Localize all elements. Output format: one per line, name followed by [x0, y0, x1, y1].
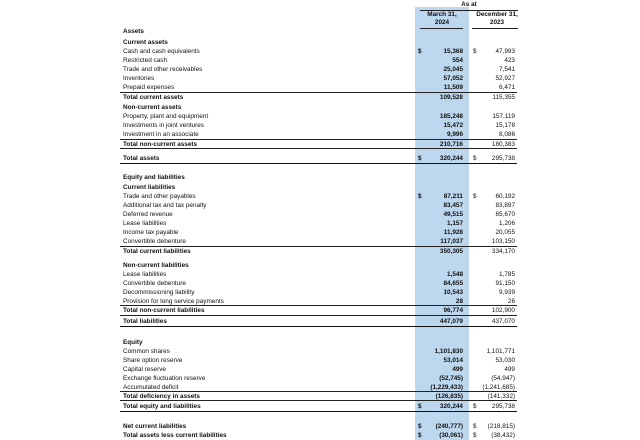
statement-row — [0, 201, 640, 210]
row-label: Total non-current assets — [123, 141, 198, 148]
statement-row — [0, 47, 640, 56]
value-december-2023: 157,119 — [492, 113, 515, 120]
value-march-2024: 15,472 — [443, 122, 463, 129]
value-december-2023: 15,178 — [495, 122, 515, 129]
row-label: Total equity and liabilities — [123, 403, 201, 410]
statement-row — [0, 173, 640, 182]
statement-row — [0, 210, 640, 219]
value-december-2023: 53,030 — [495, 357, 515, 364]
value-december-2023: 423 — [504, 57, 515, 64]
value-december-2023: 1,785 — [499, 271, 515, 278]
value-december-2023: (141,332) — [487, 393, 515, 400]
statement-row — [0, 121, 640, 130]
header-col2-line2: 2023 — [489, 19, 505, 26]
row-label: Total deficiency in assets — [123, 393, 200, 400]
statement-row — [0, 317, 640, 326]
row-label: Total current assets — [123, 94, 184, 101]
value-march-2024: 57,052 — [443, 75, 463, 82]
row-label: Restricted cash — [123, 57, 168, 64]
value-december-2023: 60,192 — [495, 193, 515, 200]
value-december-2023: (218,815) — [487, 423, 515, 430]
row-label: Cash and cash equivalents — [123, 48, 200, 55]
value-march-2024: 28 — [455, 298, 463, 305]
row-label: Total liabilities — [123, 318, 167, 325]
row-label: Total current liabilities — [123, 248, 191, 255]
header-col1-line1: March 31, — [427, 11, 457, 18]
value-december-2023: 9,939 — [499, 289, 515, 296]
statement-row — [0, 74, 640, 83]
statement-row — [0, 27, 640, 36]
subtotal-rule — [120, 315, 517, 316]
statement-row — [0, 83, 640, 92]
currency-symbol: $ — [473, 48, 477, 55]
row-label: Equity — [123, 339, 143, 346]
value-december-2023: 47,993 — [495, 48, 515, 55]
statement-row — [0, 103, 640, 112]
value-december-2023: 115,355 — [492, 94, 515, 101]
value-march-2024: 11,509 — [443, 84, 463, 91]
value-december-2023: 295,738 — [491, 403, 515, 410]
row-label: Current liabilities — [123, 184, 176, 191]
value-march-2024: 25,045 — [443, 66, 463, 73]
row-label: Inventories — [123, 75, 155, 82]
row-label: Income tax payable — [123, 229, 179, 236]
value-december-2023: 7,541 — [499, 66, 515, 73]
statement-row — [0, 279, 640, 288]
row-label: Net current liabilities — [123, 423, 187, 430]
value-march-2024: (240,777) — [435, 423, 463, 430]
value-march-2024: 15,368 — [443, 48, 463, 55]
value-december-2023: 52,927 — [495, 75, 515, 82]
value-december-2023: 295,738 — [491, 155, 515, 162]
value-march-2024: 1,101,830 — [434, 348, 463, 355]
statement-row — [0, 93, 640, 102]
value-march-2024: (30,061) — [439, 432, 463, 439]
value-december-2023: 26 — [507, 298, 515, 305]
currency-symbol: $ — [418, 48, 422, 55]
row-label: Prepaid expenses — [123, 84, 175, 91]
statement-row — [0, 192, 640, 201]
value-march-2024: (52,745) — [439, 375, 463, 382]
value-march-2024: 9,996 — [447, 131, 463, 138]
value-march-2024: 11,928 — [443, 229, 463, 236]
row-label: Share option reserve — [123, 357, 183, 364]
value-march-2024: 499 — [452, 366, 463, 373]
row-label: Capital reserve — [123, 366, 166, 373]
value-december-2023: 102,900 — [491, 307, 515, 314]
value-march-2024: 1,157 — [447, 220, 463, 227]
value-march-2024: 49,515 — [443, 211, 463, 218]
value-december-2023: 20,055 — [495, 229, 515, 236]
statement-row — [0, 228, 640, 237]
row-label: Non-current liabilities — [123, 262, 189, 269]
currency-symbol: $ — [473, 155, 477, 162]
subtotal-rule — [120, 400, 517, 401]
currency-symbol: $ — [473, 193, 477, 200]
value-december-2023: 499 — [504, 366, 515, 373]
row-label: Lease liabilities — [123, 271, 167, 278]
row-label: Trade and other payables — [123, 193, 196, 200]
statement-row — [0, 154, 640, 163]
row-label: Convertible debenture — [123, 280, 186, 287]
value-march-2024: 83,457 — [443, 202, 463, 209]
value-march-2024: 84,655 — [443, 280, 463, 287]
currency-symbol: $ — [418, 403, 422, 410]
statement-row — [0, 56, 640, 65]
statement-row — [0, 374, 640, 383]
row-label: Investments in joint ventures — [123, 122, 204, 129]
value-december-2023: 180,383 — [491, 141, 515, 148]
value-december-2023: 103,150 — [491, 238, 515, 245]
statement-row — [0, 288, 640, 297]
value-march-2024: 96,774 — [443, 307, 463, 314]
statement-row — [0, 247, 640, 256]
value-march-2024: 350,305 — [439, 248, 463, 255]
row-label: Trade and other receivables — [123, 66, 203, 73]
statement-row — [0, 261, 640, 270]
statement-row — [0, 112, 640, 121]
statement-row — [0, 356, 640, 365]
row-label: Total assets less current liabilities — [123, 432, 227, 439]
statement-row — [0, 38, 640, 47]
statement-row — [0, 431, 640, 440]
value-march-2024: (126,835) — [435, 393, 463, 400]
currency-symbol: $ — [418, 423, 422, 430]
value-december-2023: 1,101,771 — [486, 348, 515, 355]
row-label: Assets — [123, 28, 144, 35]
currency-symbol: $ — [418, 155, 422, 162]
row-label: Investment in an associate — [123, 131, 199, 138]
header-as-at: As at — [461, 1, 477, 8]
value-march-2024: (1,229,433) — [430, 384, 463, 391]
statement-row — [0, 365, 640, 374]
row-label: Convertible debenture — [123, 238, 186, 245]
header-col2-line1: December 31, — [476, 11, 518, 18]
value-march-2024: 1,548 — [447, 271, 463, 278]
currency-symbol: $ — [418, 432, 422, 439]
statement-row — [0, 183, 640, 192]
statement-row — [0, 422, 640, 431]
value-december-2023: 65,670 — [495, 211, 515, 218]
value-march-2024: 210,716 — [439, 141, 463, 148]
statement-row — [0, 130, 640, 139]
value-march-2024: 320,244 — [439, 403, 463, 410]
value-march-2024: 10,543 — [443, 289, 463, 296]
statement-row — [0, 338, 640, 347]
value-december-2023: 437,070 — [491, 318, 515, 325]
value-december-2023: 1,206 — [499, 220, 515, 227]
value-march-2024: 320,244 — [439, 155, 463, 162]
row-label: Provision for long service payments — [123, 298, 224, 305]
value-march-2024: 87,211 — [443, 193, 463, 200]
row-label: Common shares — [123, 348, 170, 355]
header-col1-line2: 2024 — [434, 19, 450, 26]
value-december-2023: 83,897 — [495, 202, 515, 209]
statement-row — [0, 270, 640, 279]
row-label: Deferred revenue — [123, 211, 173, 218]
statement-row — [0, 306, 640, 315]
statement-row — [0, 219, 640, 228]
value-december-2023: 91,150 — [495, 280, 515, 287]
currency-symbol: $ — [473, 432, 477, 439]
value-march-2024: 185,248 — [439, 113, 463, 120]
row-label: Total non-current liabilities — [123, 307, 205, 314]
statement-row — [0, 347, 640, 356]
value-december-2023: (54,947) — [491, 375, 515, 382]
row-label: Property, plant and equipment — [123, 113, 209, 120]
value-december-2023: 6,471 — [499, 84, 515, 91]
row-label: Decommissioning liability — [123, 289, 195, 296]
currency-symbol: $ — [473, 403, 477, 410]
value-december-2023: 334,170 — [491, 248, 515, 255]
value-march-2024: 117,037 — [440, 238, 463, 245]
row-label: Current assets — [123, 39, 168, 46]
total-double-rule — [120, 163, 517, 164]
value-december-2023: 8,086 — [499, 131, 515, 138]
currency-symbol: $ — [418, 193, 422, 200]
value-march-2024: 554 — [452, 57, 463, 64]
total-double-rule — [120, 326, 517, 327]
value-december-2023: (1,241,685) — [482, 384, 515, 391]
currency-symbol: $ — [473, 423, 477, 430]
statement-row — [0, 65, 640, 74]
value-december-2023: (38,432) — [491, 432, 515, 439]
total-double-rule — [120, 411, 517, 412]
statement-row — [0, 237, 640, 246]
statement-row — [0, 402, 640, 411]
row-label: Non-current assets — [123, 104, 182, 111]
subtotal-rule — [120, 148, 517, 149]
row-label: Accumulated deficit — [123, 384, 179, 391]
row-label: Total assets — [123, 155, 160, 162]
value-march-2024: 447,079 — [439, 318, 463, 325]
row-label: Lease liabilities — [123, 220, 167, 227]
value-march-2024: 109,528 — [439, 94, 463, 101]
row-label: Additional tax and tax penalty — [123, 202, 207, 209]
row-label: Equity and liabilities — [123, 174, 185, 181]
value-march-2024: 53,014 — [443, 357, 463, 364]
row-label: Exchange fluctuation reserve — [123, 375, 206, 382]
